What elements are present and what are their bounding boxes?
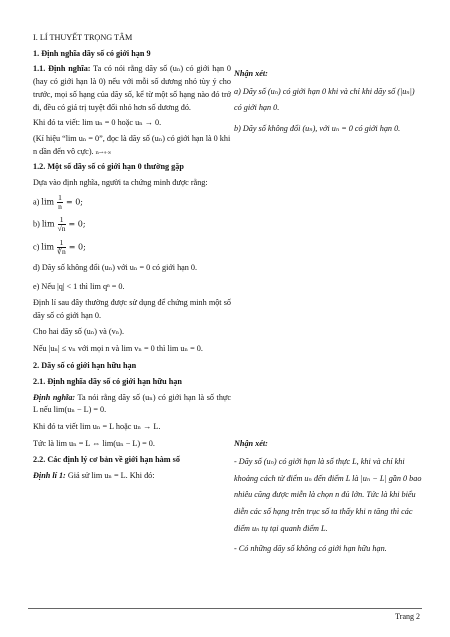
theorem-1-text: Giả sử lim uₙ = L. Khi đó: (65, 471, 155, 481)
intro-1-2: Dựa vào định nghĩa, người ta chứng minh được rằng: (33, 178, 208, 188)
definition-1-1-label: 1.1. Định nghĩa: (33, 64, 91, 74)
theorem-given: Cho hai dãy số (uₙ) và (vₙ). (33, 326, 124, 336)
theorem-text: Định lí sau đây thường được sử dụng để chứng minh một số dãy số có giới hạn 0. (33, 298, 231, 321)
footer-divider (28, 608, 422, 609)
remark-2-a: - Dãy số (uₙ) có giới hạn là số thực L, khi và chỉ khi khoảng cách từ điểm uₙ đến điểm L là |uₙ − L| gần 0 bao nhiêu cũng được miễn là chọn n đủ lớn. Tức là khi biểu diễn các số hạng trên trục số ta thấy khi n tăng thì các điểm uₙ tụ tại quanh điểm L. (234, 456, 422, 533)
formula-e: e) Nếu |q| < 1 thì lim qⁿ = 0. (33, 281, 125, 291)
definition-2-1-text: Ta nói rằng dãy số (uₙ) có giới hạn là số thực L nếu lim(uₙ − L) = 0. (33, 392, 231, 415)
left-column (33, 32, 231, 486)
remark-1-a: a) Dãy số (uₙ) có giới hạn 0 khi và chỉ khi dãy số (|uₙ|) có giới hạn 0. (234, 86, 415, 113)
heading-2: 2. Dãy số có giới hạn hữu hạn (33, 361, 137, 371)
fraction-b: $\frac{1}{√n}$ (57, 215, 66, 234)
definition-2-1-notation: Khi đó ta viết lim uₙ = L hoặc uₙ → L. (33, 422, 161, 432)
heading-1-2: 1.2. Một số dãy số có giới hạn 0 thường gặp (33, 162, 184, 172)
heading-2-2: 2.2. Các định lý cơ bản về giới hạn hàm số (33, 455, 180, 465)
definition-1-1-remark: (Kí hiệu “lim uₙ = 0”, đọc là dãy số (uₙ) có giới hạn là 0 khi n dần đến vô cực). n→+∞ (33, 133, 231, 156)
page-number: Trang 2 (395, 612, 420, 621)
formula-b: b) lim $\frac{1}{√n}$ = 0; (33, 215, 86, 234)
section-heading: I. LÍ THUYẾT TRỌNG TÂM (33, 33, 133, 42)
fraction-c: $\frac{1}{∛n}$ (57, 238, 66, 257)
theorem-statement: Nếu |uₙ| ≤ vₙ với mọi n và lim vₙ = 0 thì lim uₙ = 0. (33, 343, 203, 353)
limit-subscript: n→+∞ (95, 149, 112, 156)
remark-1-b: b) Dãy số không đổi (uₙ), với uₙ = 0 có giới hạn 0. (234, 123, 401, 133)
definition-1-1 (33, 63, 231, 114)
remark-box-2 (234, 438, 424, 560)
theorem-1 (33, 470, 231, 483)
formula-a: a) lim $\frac{1}{n}$ = 0; (33, 192, 83, 211)
formula-c: c) lim $\frac{1}{∛n}$ = 0; (33, 238, 86, 257)
definition-1-1-text: Ta có nói rằng dãy số (uₙ) có giới hạn 0 (hay có giới hạn là 0) nếu với mỗi số dương nhỏ tùy ý cho trước, mọi số hạng của dãy số, kể từ một số hạng nào đó trở đi, đều có giá trị tuyệt đối nhỏ hơn số dương đó. (33, 64, 231, 112)
fraction-a: $\frac{1}{n}$ (58, 192, 62, 211)
theorem-1-label: Định lí 1: (33, 471, 66, 481)
heading-1: 1. Định nghĩa dãy số có giới hạn 9 (33, 48, 151, 58)
heading-2-1: 2.1. Định nghĩa dãy số có giới hạn hữu hạn (33, 376, 182, 386)
formula-d: d) Dãy số không đổi (uₙ) với uₙ = 0 có giới hạn 0. (33, 262, 198, 272)
remark-1-title: Nhận xét: (234, 69, 268, 78)
remark-box-1 (234, 68, 424, 140)
definition-1-1-notation: Khi đó ta viết: lim uₙ = 0 hoặc uₙ → 0. (33, 118, 162, 128)
remark-2-b: - Có những dãy số không có giới hạn hữu hạn. (234, 543, 387, 553)
definition-2-1-equivalence: Tức là lim uₙ = L ⇔ lim(uₙ − L) = 0. (33, 438, 155, 448)
definition-2-1 (33, 392, 231, 417)
definition-2-1-label: Định nghĩa: (33, 392, 76, 402)
remark-2-title: Nhận xét: (234, 439, 268, 448)
